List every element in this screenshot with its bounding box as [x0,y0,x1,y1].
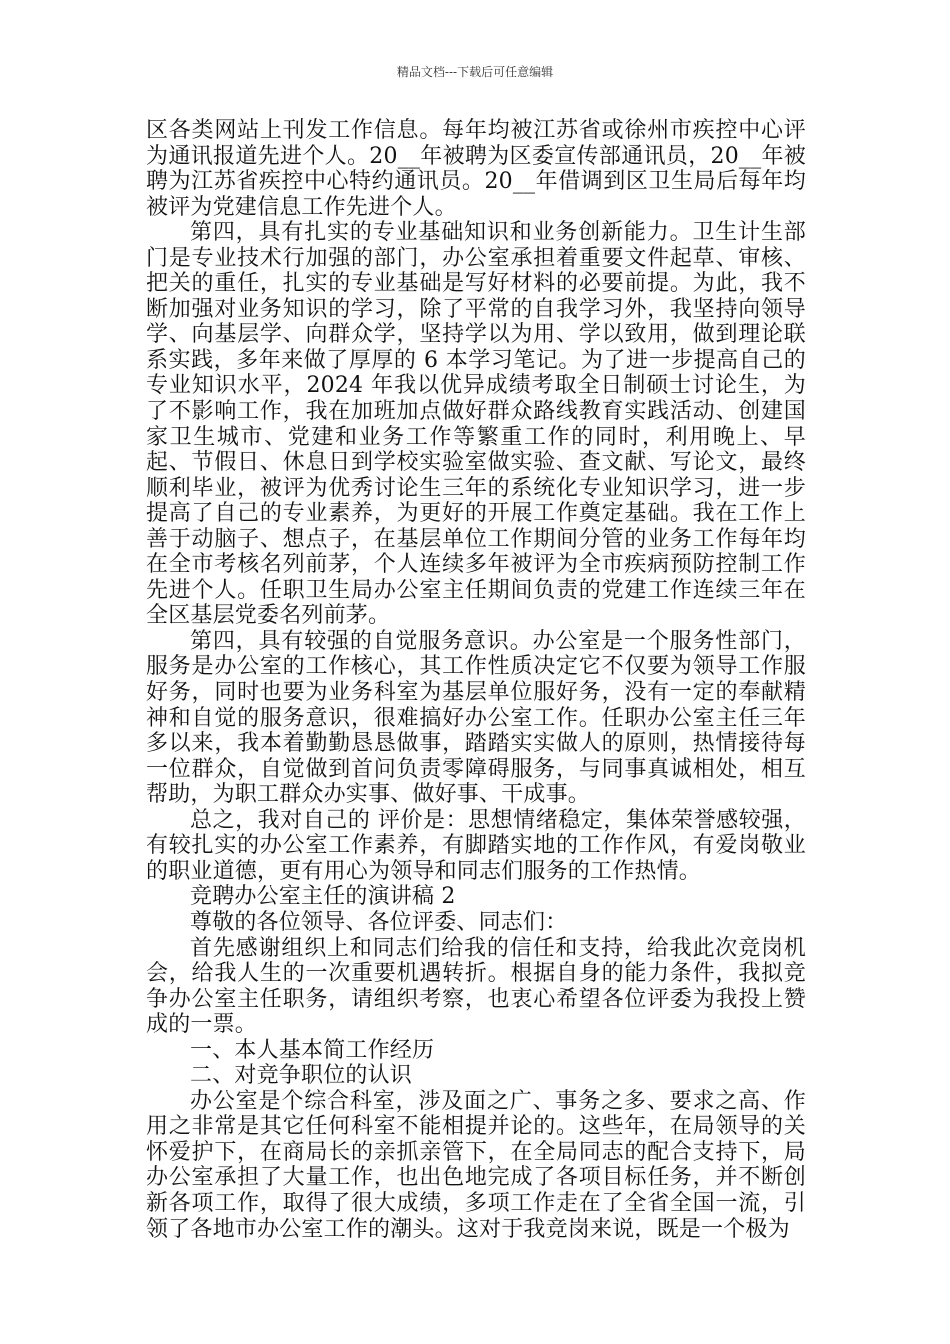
speech-title: 竞聘办公室主任的演讲稿 2 [190,884,456,910]
paragraph-1: 区各类网站上刊发工作信息。每年均被江苏省或徐州市疾控中心评为通讯报道先进个人。20__年被聘为区委宣传部通讯员，20__年被聘为江苏省疾控中心特约通讯员。20__年借调到区卫生局后每年均被评为党建信息工作先进个人。 [146,118,806,220]
paragraph-5: 首先感谢组织上和同志们给我的信任和支持，给我此次竞岗机会，给我人生的一次重要机遇转折。根据自身的能力条件，我拟竞争办公室主任职务，请组织考察，也衷心希望各位评委为我投上赞成的一票。 [146,935,806,1038]
page-header: 精品文档---下载后可任意编辑 [396,65,554,79]
paragraph-3: 第四，具有较强的自觉服务意识。办公室是一个服务性部门，服务是办公室的工作核心，其工作性质决定它不仅要为领导工作服好务，同时也要为业务科室为基层单位服好务，没有一定的奉献精神和自觉的服务意识，很难搞好办公室工作。任职办公室主任三年多以来，我本着勤勤恳恳做事，踏踏实实做人的原则，热情接待每一位群众，自觉做到首问负责零障碍服务，与同事真诚相处，相互帮助，为职工群众办实事、做好事、干成事。 [146,628,806,808]
paragraph-6: 办公室是个综合科室，涉及面之广、事务之多、要求之高、作用之非常是其它任何科室不能相提并论的。这些年，在局领导的关怀爱护下，在商局长的亲抓亲管下，在全局同志的配合支持下，局办公室承担了大量工作，也出色地完成了各项目标任务，并不断创新各项工作，取得了很大成绩，多项工作走在了全省全国一流，引领了各地市办公室工作的潮头。这对于我竞岗来说，既是一个极为 [146,1088,806,1242]
section-heading-1: 一、本人基本简工作经历 [190,1037,435,1063]
document-body [146,118,806,1242]
section-heading-2: 二、对竞争职位的认识 [190,1063,413,1089]
salutation: 尊敬的各位领导、各位评委、同志们： [190,909,568,935]
paragraph-4: 总之，我对自己的 评价是：思想情绪稳定，集体荣誉感较强，有较扎实的办公室工作素养，有脚踏实地的工作作风，有爱岗敬业的职业道德，更有用心为领导和同志们服务的工作热情。 [146,807,806,884]
paragraph-2: 第四，具有扎实的专业基础知识和业务创新能力。卫生计生部门是专业技术行加强的部门，办公室承担着重要文件起草、审核、把关的重任，扎实的专业基础是写好材料的必要前提。为此，我不断加强对业务知识的学习，除了平常的自我学习外，我坚持向领导学、向基层学、向群众学，坚持学以为用、学以致用，做到理论联系实践，多年来做了厚厚的 6 本学习笔记。为了进一步提高自己的专业知识水平，2024 年我以优异成绩考取全日制硕士讨论生，为了不影响工作，我在加班加点做好群众路线教育实践活动、创建国家卫生城市、党建和业务工作等繁重工作的同时，利用晚上、早起、节假日、休息日到学校实验室做实验、查文献、写论文，最终顺利毕业，被评为优秀讨论生三年的系统化专业知识学习，进一步提高了自己的专业素养，为更好的开展工作奠定基础。我在工作上善于动脑子、想点子，在基层单位工作期间分管的业务工作每年均在全市考核名列前茅，个人连续多年被评为全市疾病预防控制工作先进个人。任职卫生局办公室主任期间负责的党建工作连续三年在全区基层党委名列前茅。 [146,220,806,629]
